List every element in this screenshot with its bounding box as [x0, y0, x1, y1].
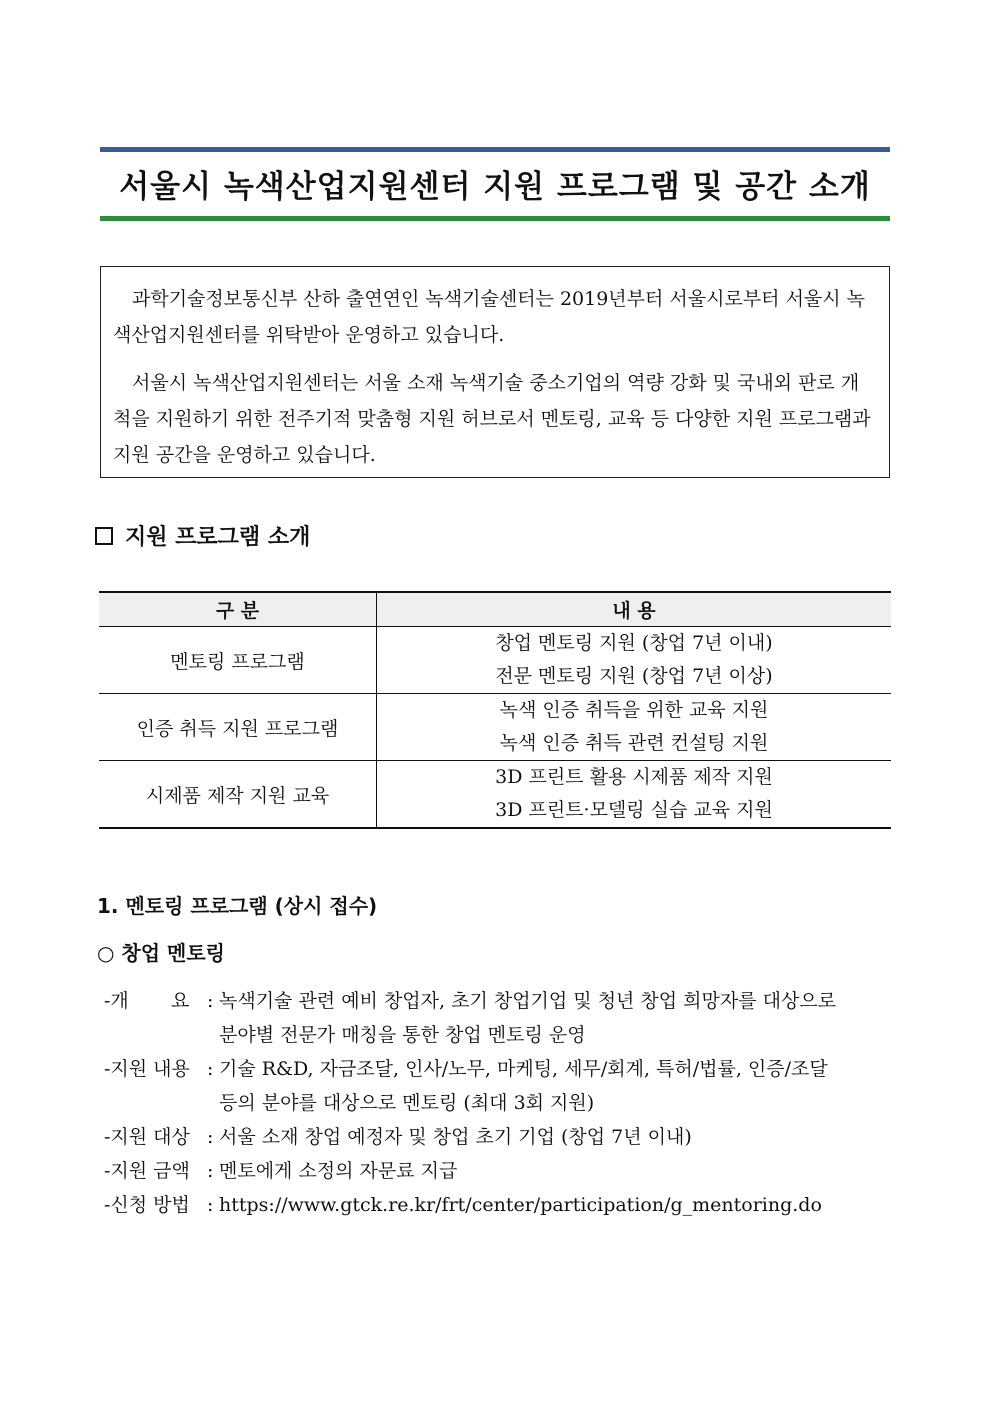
detail-support-amount: -지원 금액 : 멘토에게 소정의 자문료 지급: [104, 1154, 904, 1188]
row-item: 녹색 인증 취득 관련 컨설팅 지원: [499, 732, 769, 754]
row-item: 녹색 인증 취득을 위한 교육 지원: [499, 699, 769, 721]
page-title: 서울시 녹색산업지원센터 지원 프로그램 및 공간 소개: [119, 169, 871, 205]
detail-key: -지원 대상: [104, 1126, 190, 1148]
row-item: 3D 프린트·모델링 실습 교육 지원: [495, 799, 773, 821]
row-content: [377, 761, 892, 829]
startup-mentoring-heading: ○ 창업 멘토링: [97, 941, 225, 965]
mentoring-details: [104, 984, 904, 1222]
checkbox-square-icon: [95, 527, 113, 545]
table-row: [99, 627, 891, 694]
detail-value: [215, 1188, 904, 1222]
row-content: [377, 694, 892, 761]
detail-key: -개 요: [104, 990, 190, 1012]
detail-value: 기술 R&D, 자금조달, 인사/노무, 마케팅, 세무/회계, 특허/법률, 인증/조달 등의 분야를 대상으로 멘토링 (최대 3회 지원): [219, 1058, 828, 1114]
detail-key: -신청 방법: [104, 1194, 190, 1216]
table-header-row: [99, 592, 891, 627]
row-item: 3D 프린트 활용 시제품 제작 지원: [495, 766, 773, 788]
detail-support-content: -지원 내용 : 기술 R&D, 자금조달, 인사/노무, 마케팅, 세무/회계, 특허/법률, 인증/조달 등의 분야를 대상으로 멘토링 (최대 3회 지원): [104, 1052, 904, 1120]
mentoring-heading: 1. 멘토링 프로그램 (상시 접수): [97, 894, 378, 918]
header-content: 내 용: [377, 592, 892, 627]
detail-key: -지원 금액: [104, 1160, 190, 1182]
detail-overview: -개 요 : 녹색기술 관련 예비 창업자, 초기 창업기업 및 청년 창업 희망자를 대상으로 분야별 전문가 매칭을 통한 창업 멘토링 운영: [104, 984, 904, 1052]
intro-box: [100, 266, 890, 478]
section-heading-text: 지원 프로그램 소개: [125, 525, 311, 550]
table-row: [99, 694, 891, 761]
title-top-rule: [100, 147, 890, 152]
section-heading: [95, 520, 310, 551]
detail-apply-method: -신청 방법 : https://www.gtck.re.kr/frt/center/participation/g_mentoring.do: [104, 1188, 904, 1222]
title-block: [100, 147, 890, 221]
row-item: 전문 멘토링 지원 (창업 7년 이상): [495, 665, 773, 687]
apply-url[interactable]: https://www.gtck.re.kr/frt/center/participation/g_mentoring.do: [219, 1194, 822, 1216]
program-table: [99, 591, 891, 829]
detail-value: 녹색기술 관련 예비 창업자, 초기 창업기업 및 청년 창업 희망자를 대상으로 분야별 전문가 매칭을 통한 창업 멘토링 운영: [219, 990, 837, 1046]
row-category: 시제품 제작 지원 교육: [99, 761, 377, 829]
detail-value: 멘토에게 소정의 자문료 지급: [219, 1160, 458, 1182]
intro-paragraph-1: 과학기술정보통신부 산하 출연연인 녹색기술센터는 2019년부터 서울시로부터 서울시 녹색산업지원센터를 위탁받아 운영하고 있습니다.: [113, 288, 866, 346]
row-category: 멘토링 프로그램: [99, 627, 377, 694]
detail-support-target: -지원 대상 : 서울 소재 창업 예정자 및 창업 초기 기업 (창업 7년 이내): [104, 1120, 904, 1154]
row-content: [377, 627, 892, 694]
header-category: 구 분: [99, 592, 377, 627]
row-category: 인증 취득 지원 프로그램: [99, 694, 377, 761]
intro-paragraph-2: 서울시 녹색산업지원센터는 서울 소재 녹색기술 중소기업의 역량 강화 및 국내외 판로 개척을 지원하기 위한 전주기적 맞춤형 지원 허브로서 멘토링, 교육 등 다양한 지원 프로그램과 지원 공간을 운영하고 있습니다.: [113, 372, 871, 466]
title-bottom-rule: [100, 216, 890, 221]
detail-key: -지원 내용: [104, 1058, 190, 1080]
row-item: 창업 멘토링 지원 (창업 7년 이내): [495, 632, 773, 654]
detail-value: 서울 소재 창업 예정자 및 창업 초기 기업 (창업 7년 이내): [219, 1126, 692, 1148]
table-row: [99, 761, 891, 829]
